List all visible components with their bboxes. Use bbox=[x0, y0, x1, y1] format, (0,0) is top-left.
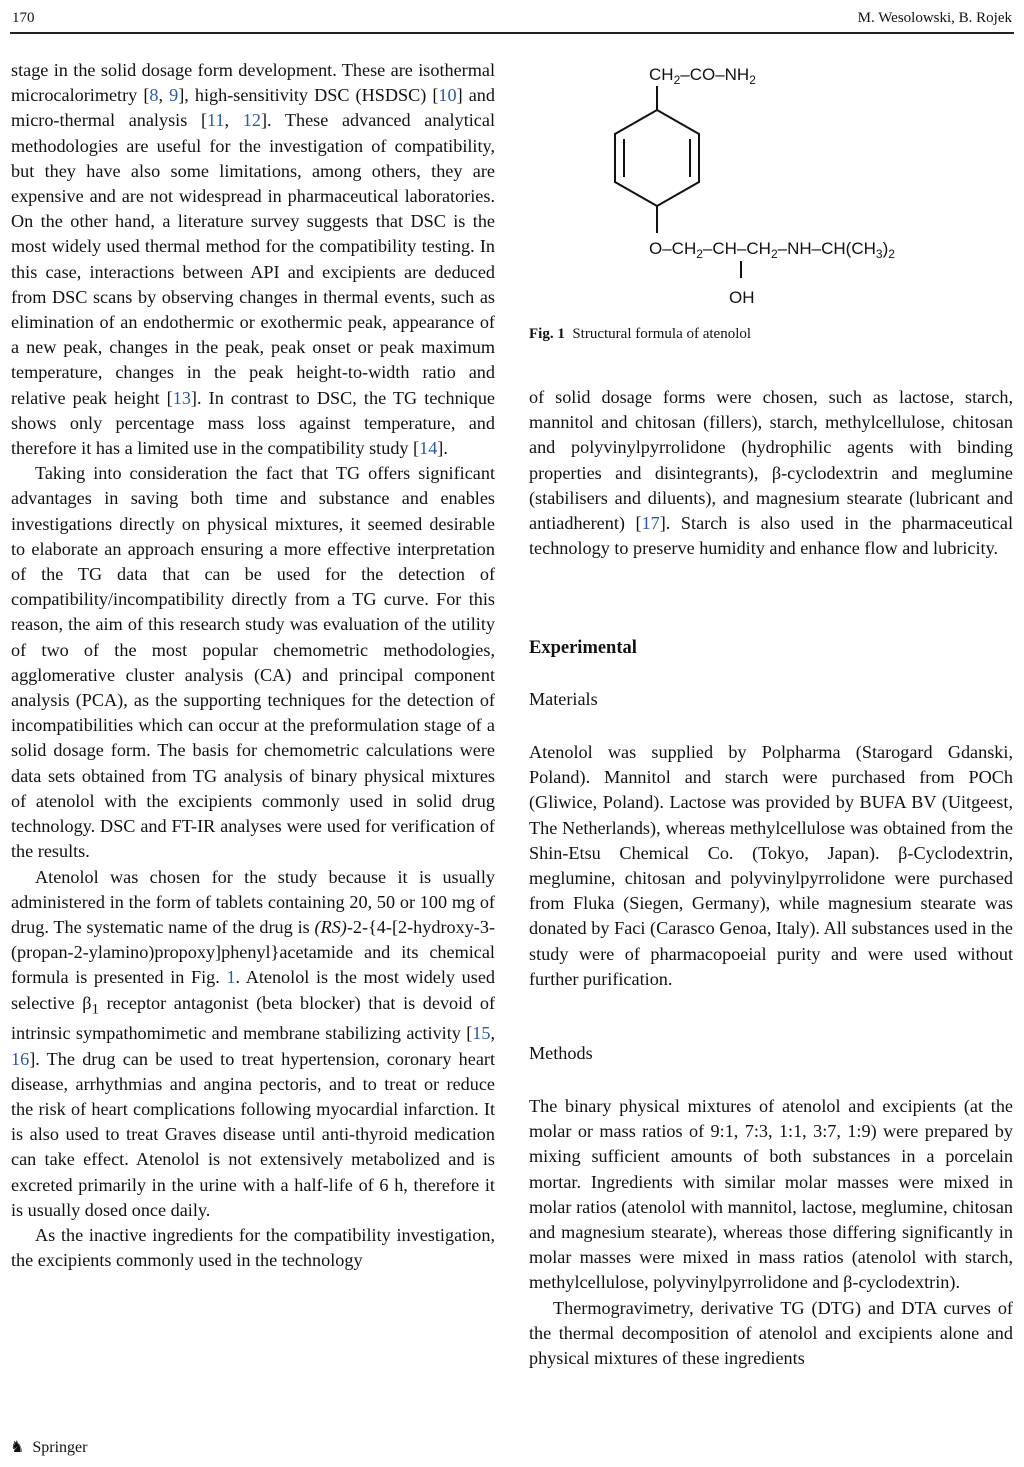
amide-group-label: $CH_2-CO-NH_2$ bbox=[649, 65, 756, 87]
citation-link[interactable]: 15 bbox=[472, 1023, 491, 1044]
left-column bbox=[11, 58, 495, 1273]
section-title-experimental: Experimental bbox=[529, 638, 637, 658]
citation-link[interactable]: 16 bbox=[11, 1048, 30, 1069]
hydroxyl-label: OH bbox=[729, 288, 755, 307]
figure-caption bbox=[529, 326, 751, 343]
materials-text: Atenolol was supplied by Polpharma (Starogard Gdanski, Poland). Mannitol and starch were purchased from POCh (Gliwice, Poland). Lactose was provided by BUFA BV (Uitgeest, The Netherlands), whereas methylcellulose was obtained from the Shin-Etsu Chemical Co. (Tokyo, Japan). β-Cyclodextrin, meglumine, chitosan and polyvinylpyrrolidone were purchased from Fluka (Siegen, Germany), while magnesium stearate was donated by Faci (Carasco Genoa, Italy). All substances used in the study were of pharmacopoeial purity and were used without further purification. bbox=[529, 742, 1013, 989]
paragraph-excipients: As the inactive ingredients for the compatibility investigation, the excipients commonly used in the technology bbox=[11, 1224, 495, 1271]
publisher-name: Springer bbox=[32, 1439, 88, 1456]
page-footer bbox=[10, 1437, 87, 1457]
methods-paragraph-2: Thermogravimetry, derivative TG (DTG) and DTA curves of the thermal decomposition of atenolol and excipients alone and physical mixtures of these ingredients bbox=[529, 1297, 1013, 1369]
figure-label: Fig. 1 bbox=[529, 326, 565, 342]
citation-link[interactable]: 14 bbox=[419, 438, 438, 459]
page-header bbox=[10, 6, 1014, 34]
running-authors: M. Wesolowski, B. Rojek bbox=[857, 10, 1012, 26]
citation-link[interactable]: 8 bbox=[149, 85, 159, 106]
springer-horse-icon: ♞ bbox=[10, 1437, 25, 1456]
figure-caption-text: Structural formula of atenolol bbox=[572, 326, 752, 342]
methods-paragraph-1: The binary physical mixtures of atenolol and excipients (at the molar or mass ratios of 9:1, 7:3, 1:1, 3:7, 1:9) were prepared by mixing sufficient amounts of both substances in a porcelain mortar. Ingredients with similar molar masses were mixed in molar ratios (atenolol with mannitol, lactose, meglumine, chitosan and magnesium stearate), whereas those differing significantly in molar masses were mixed in mass ratios (atenolol with starch, methylcellulose, polyvinylpyrrolidone and β-cyclodextrin). bbox=[529, 1096, 1013, 1293]
atenolol-structure-diagram bbox=[529, 58, 1013, 318]
structural-formula-figure bbox=[529, 58, 1013, 358]
citation-link[interactable]: 17 bbox=[641, 513, 660, 534]
methods-text bbox=[529, 1094, 1013, 1371]
page-number: 170 bbox=[12, 10, 35, 26]
figure-link[interactable]: 1 bbox=[226, 967, 236, 988]
citation-link[interactable]: 12 bbox=[242, 110, 261, 131]
paragraph-aim: Taking into consideration the fact that TG offers significant advantages in saving both time and substance and enables investigations directly on physical mixtures, it seemed desirable to elaborate an approach ensuring a more effective interpretation of the TG data that can be used for the detection of compatibility/incompatibility directly from a TG curve. For this reason, the aim of this research study was evaluation of the utility of two of the most popular chemometric methodologies, agglomerative cluster analysis (CA) and principal component analysis (PCA), as the supporting techniques for the detection of incompatibilities which can occur at the preformulation stage of a solid dosage form. The basis for chemometric calculations were data sets obtained from TG analysis of binary physical mixtures of atenolol with the excipients commonly used in solid drug technology. DSC and FT-IR analyses were used for verification of the results. bbox=[11, 463, 495, 862]
citation-link[interactable]: 13 bbox=[172, 387, 191, 408]
paragraph-atenolol: Atenolol was chosen for the study because it is usually administered in the form of tablets containing 20, 50 or 100 mg of drug. The systematic name of the drug is (RS)-2-{4-[2-hydroxy-3-(propan-2-ylamino)propoxy]phenyl}acetamide and its chemical formula is presented in Fig. 1. Atenolol is the most widely used selective $\beta_1$ receptor antagonist (beta blocker) that is devoid of intrinsic sympathomimetic and membrane stabilizing activity [15, 16]. The drug can be used to treat hypertension, coronary heart disease, arrhythmias and angina pectoris, and to treat or reduce the risk of heart complications following myocardial infarction. It is also used to treat Graves disease until anti-thyroid medication can take effect. Atenolol is not extensively metabolized and is excreted primarily in the urine with a half-life of 6 h, therefore it is usually dosed once daily. bbox=[11, 866, 496, 1220]
side-chain-label: $O-CH_2-CH-CH_2-NH-CH(CH_3)_2$ bbox=[649, 239, 895, 261]
subsection-title-materials: Materials bbox=[529, 689, 598, 709]
citation-link[interactable]: 9 bbox=[169, 85, 179, 106]
citation-link[interactable]: 11 bbox=[207, 110, 225, 131]
subsection-title-methods: Methods bbox=[529, 1043, 593, 1063]
citation-link[interactable]: 10 bbox=[438, 85, 457, 106]
paragraph-intro: stage in the solid dosage form development. These are isothermal microcalorimetry [8, 9], high-sensitivity DSC (HSDSC) [10] and micro-thermal analysis [11, 12]. These advanced analytical methodologies are useful for the investigation of compatibility, but they have also some limitations, among others, they are expensive and are not widespread in pharmaceutical laboratories. On the other hand, a literature survey suggests that DSC is the most widely used thermal method for the compatibility testing. In this case, interactions between API and excipients are deduced from DSC scans by observing changes in thermal events, such as elimination of an endothermic or exothermic peak, appearance of a new peak, changes in the peak, peak onset or peak maximum temperature, changes in the peak height-to-width ratio and relative peak height [13]. In contrast to DSC, the TG technique shows only percentage mass loss against temperature, and therefore it has a limited use in the compatibility study [14]. bbox=[11, 60, 495, 459]
right-column-intro bbox=[529, 385, 1013, 561]
paragraph-excipients-cont: of solid dosage forms were chosen, such as lactose, starch, mannitol and chitosan (fillers), starch, methylcellulose, chitosan and polyvinylpyrrolidone (hydrophilic agents with binding properties and disintegrants), β-cyclodextrin and meglumine (stabilisers and diluents), and magnesium stearate (lubricant and antiadherent) [17]. Starch is also used in the pharmaceutical technology to preserve humidity and enhance flow and lubricity. bbox=[529, 387, 1013, 559]
